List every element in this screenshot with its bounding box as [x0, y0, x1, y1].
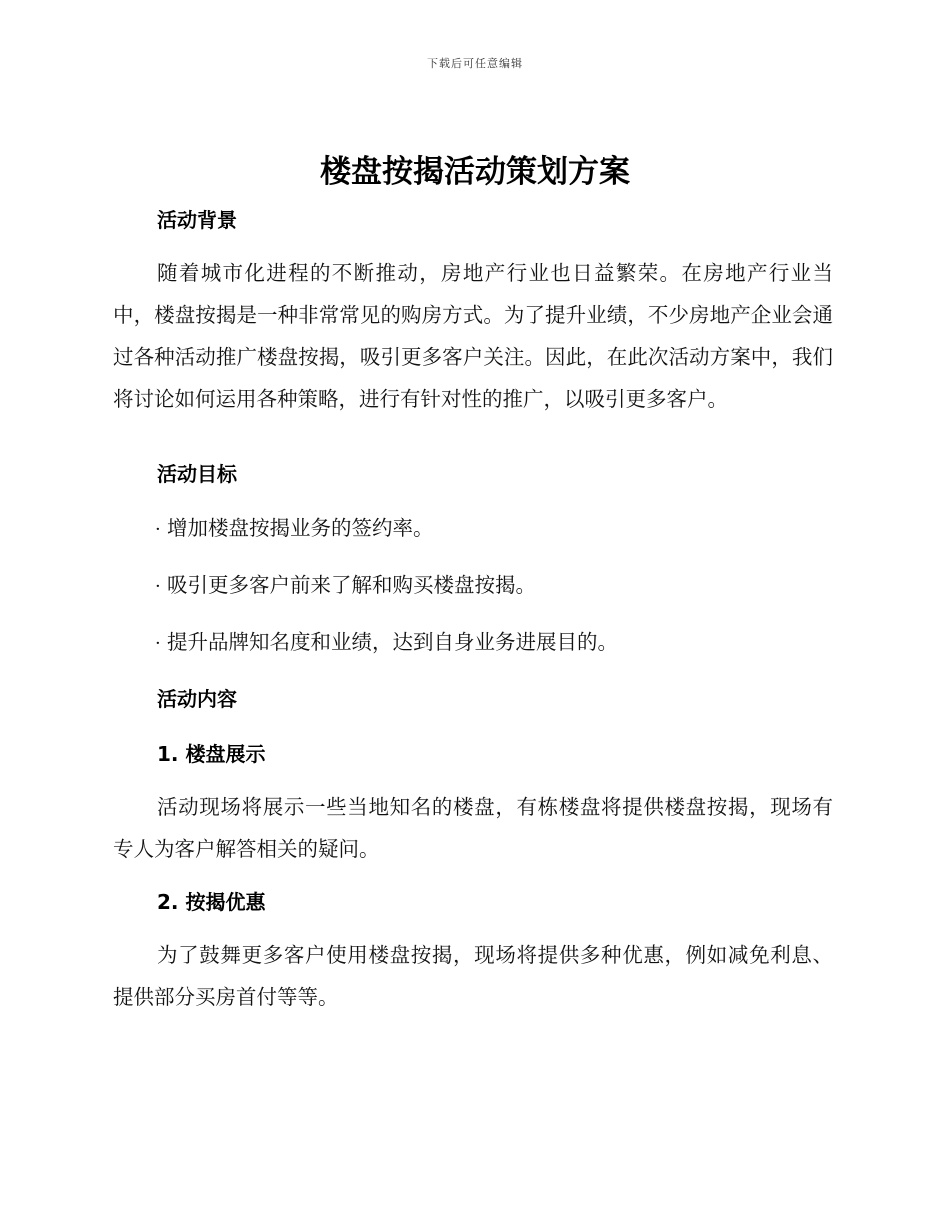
- bullet-dot: ·: [155, 519, 161, 540]
- paragraph-mortgage-discount: 为了鼓舞更多客户使用楼盘按揭，现场将提供多种优惠，例如减免利息、提供部分买房首付等等。: [113, 943, 833, 1009]
- bullet-dot: ·: [155, 576, 161, 597]
- heading-mortgage-discount: 2. 按揭优惠: [157, 890, 266, 914]
- goal-item: [113, 508, 833, 550]
- goal-item: [113, 565, 833, 607]
- heading-goals: 活动目标: [157, 462, 237, 486]
- document-body: [113, 200, 833, 1018]
- heading-property-display: 1. 楼盘展示: [157, 742, 266, 766]
- goal-text: 增加楼盘按揭业务的签约率。: [167, 516, 434, 540]
- header-note: 下载后可任意编辑: [427, 57, 523, 70]
- bullet-dot: ·: [155, 633, 161, 654]
- heading-content: 活动内容: [157, 687, 237, 711]
- document-title: 楼盘按揭活动策划方案: [320, 154, 630, 190]
- paragraph-background: 随着城市化进程的不断推动，房地产行业也日益繁荣。在房地产行业当中，楼盘按揭是一种非常常见的购房方式。为了提升业绩，不少房地产企业会通过各种活动推广楼盘按揭，吸引更多客户关注。因此，在此次活动方案中，我们将讨论如何运用各种策略，进行有针对性的推广，以吸引更多客户。: [113, 261, 833, 411]
- goal-item: [113, 622, 833, 664]
- goal-text: 提升品牌知名度和业绩，达到自身业务进展目的。: [167, 630, 618, 654]
- heading-background: 活动背景: [157, 208, 237, 232]
- paragraph-property-display: 活动现场将展示一些当地知名的楼盘，有栋楼盘将提供楼盘按揭，现场有专人为客户解答相关的疑问。: [113, 795, 833, 861]
- goal-text: 吸引更多客户前来了解和购买楼盘按揭。: [167, 573, 536, 597]
